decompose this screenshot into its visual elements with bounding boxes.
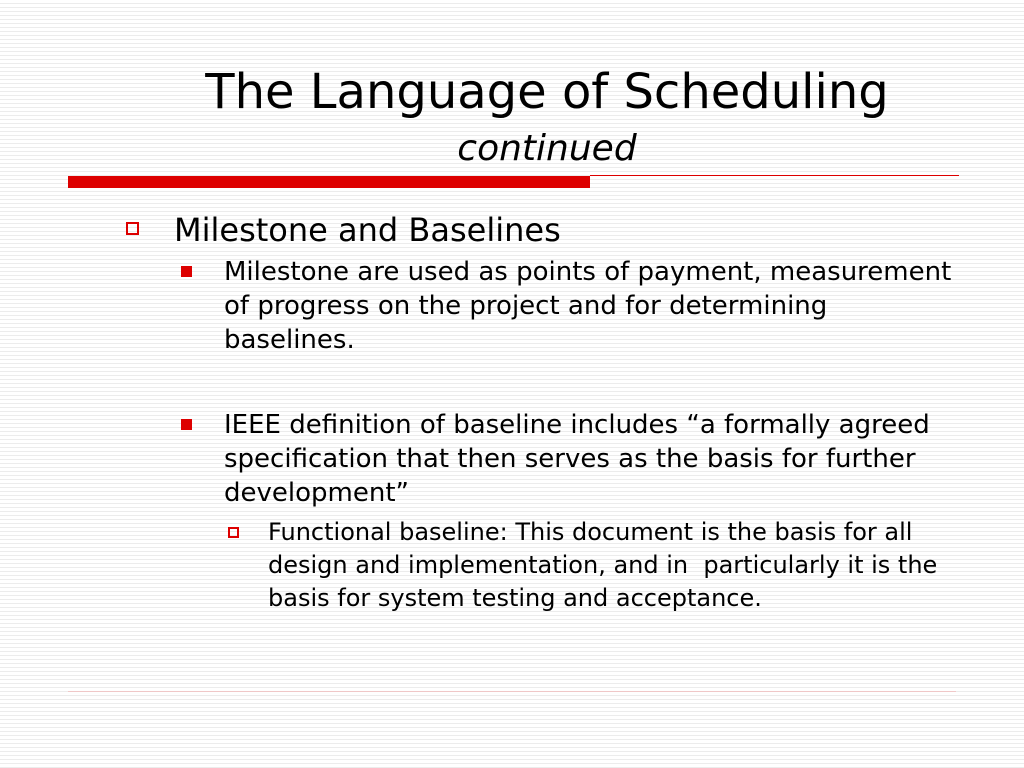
bullet-text: Functional baseline: This document is the basis for all design and implementation, and in particularly it is the basis for system testing and acceptance. — [268, 518, 945, 612]
title-underline-thick — [68, 176, 590, 188]
filled-square-icon — [181, 419, 192, 430]
slide-subtitle: continued — [457, 128, 637, 169]
hollow-square-icon — [228, 527, 239, 538]
bullet-text: IEEE definition of baseline includes “a formally agreed specification that then serves as the basis for further development” — [224, 410, 930, 508]
footer-divider — [68, 691, 956, 692]
filled-square-icon — [181, 266, 192, 277]
slide-title: The Language of Scheduling — [205, 64, 889, 120]
hollow-square-icon — [126, 222, 139, 235]
bullet-text: Milestone and Baselines — [174, 211, 561, 249]
bullet-text: Milestone are used as points of payment, measurement of progress on the project and for determining baselines. — [224, 257, 952, 355]
title-underline-thin — [590, 175, 959, 176]
